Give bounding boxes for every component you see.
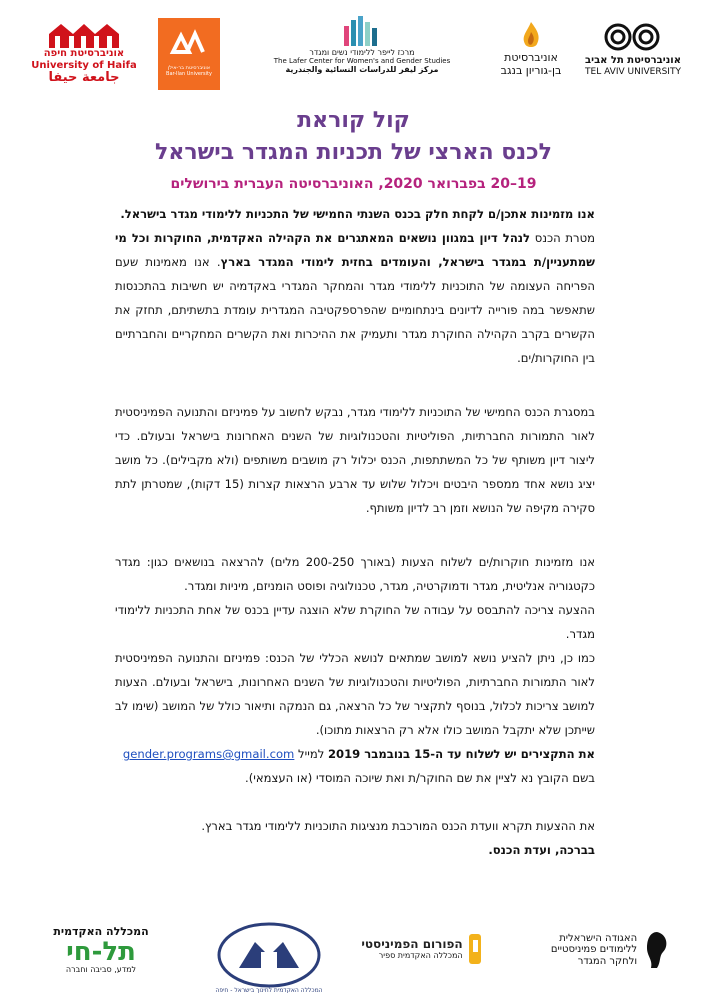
deadline-mid: למייל <box>294 747 328 761</box>
bgu-flame-icon <box>519 22 543 52</box>
assoc-row <box>551 930 669 970</box>
lafer-he: מרכז לייפר ללימודי נשים ומגדר <box>309 48 415 57</box>
paragraph-filename: בשם הקובץ נא לציין את שם החוקר/ת ואת שיוכה המוסדי (או העצמאי). <box>245 771 595 785</box>
bar-ilan-en: Bar-Ilan University <box>166 70 212 77</box>
bgu-he1: אוניברסיטת <box>504 51 558 64</box>
haifa-ar: جامعة حيفا <box>48 70 120 85</box>
feminist-forum-row <box>361 934 482 964</box>
tau-circles-icon <box>603 22 663 52</box>
paragraph-topics: אנו מזמינות חוקרות/ים לשלוח הצעות (באורך 200-250 מלים) להרצאה בנושאים כגון: מגדר כקטגוריה אנליטית, מגדר ודמוקרטיה, מגדר, טכנולוגיה ופוסט הומניזם, מיניות ומגדר. <box>115 555 595 593</box>
college-circle-icon <box>217 922 321 988</box>
assoc-he3: ולחקר המגדר <box>577 955 638 967</box>
logo-feminist-association <box>540 930 680 970</box>
paragraph-session: כמו כן, ניתן להציע נושא למושב שמתאים לנושא הכללי של הכנס: פמיניזם והתנועה הפמיניסטית לאור התמורות החברתיות, הפוליטיות והטכנולוגיות של השנים האחרונות, בישראל ובעולם. הצעות למושב צריכות לכלול, בנוסף לתקציר של כל הרצאה, גם הנמקה ותיאור כולל של המושב (שימו לב שייתכן שלא יתקבל המושב כולו אלא רק הרצאות מתוכו). <box>115 651 595 737</box>
bgu-he2: בן-גוריון בנגב <box>500 63 562 77</box>
telhai-he2: תל-חי <box>66 936 136 967</box>
feminist-forum-he1: הפורום הפמיניסטי <box>361 936 463 951</box>
goal-bold: לנהל דיון במגוון נושאים המאתגרים את הקהילה האקדמית, החוקרות וכל מי שמתעניין/ת במגדר בישראל, והעומדים בחזית לימודי המגדר בארץ <box>115 231 595 269</box>
paragraph-committee: את ההצעות תקרא וועדת הכנס המורכבת מנציגות התוכניות ללימודי מגדר בארץ. <box>201 819 595 833</box>
logo-college-circle <box>214 922 324 995</box>
logo-lafer-center <box>262 16 462 74</box>
email-link[interactable]: gender.programs@gmail.com <box>122 747 295 761</box>
feminist-forum-icon <box>467 934 483 964</box>
haifa-he: אוניברסיטת חיפה <box>43 48 125 59</box>
assoc-face-icon <box>643 930 669 970</box>
conference-title: לכנס הארצי של תכניות המגדר בישראל <box>155 140 552 165</box>
paragraph-deadline <box>115 742 595 766</box>
lafer-bars-icon <box>342 16 382 46</box>
logo-bar-ilan <box>158 18 220 90</box>
invite-text: אנו מזמינות אתכן/ם לקחת חלק בכנס השנתי החמישי של התכניות ללימודי מגדר בישראל. <box>120 207 595 221</box>
paragraph-requirement: ההצעה צריכה להתבסס על עבודה של החוקרת שלא הוצגה עדיין בכנס של אחת התכניות ללימודי מגדר. <box>115 603 595 641</box>
bar-ilan-he: אוניברסיטת בר-אילן <box>167 65 211 71</box>
logo-ben-gurion <box>496 22 566 77</box>
telhai-tag: למדע, סביבה וחברה <box>65 964 137 974</box>
signoff-text: בברכה, ועדת הכנס. <box>488 843 595 857</box>
assoc-he2: ללימודים פמיניסטיים <box>550 944 638 956</box>
telhai-he1: המכללה האקדמית <box>53 925 149 938</box>
paragraph-signoff <box>115 838 595 862</box>
paragraph-invite <box>115 202 595 226</box>
lafer-en: The Lafer Center for Women's and Gender Studies <box>273 57 451 66</box>
haifa-emblem-icon <box>49 22 119 48</box>
goal-rest: . אנו מאמינות שעם הפריחה העצומה של התוכניות ללימודי מגדר והמחקר המגדרי באקדמיה יש חשיבות בהתכנסות שתאפשר במה פורייה לדיונים בינתחומיים שהפרספקטיבה המגדרית עומדת בתשתיתם, תחזק את הקשרים בקרב הקהילה החוקרת מגדר ותעמיק את ההיכרות ואת הקשרים המחקריים והחברתיים בין החוקרות/ים. <box>115 255 595 365</box>
logo-tel-aviv <box>583 22 683 77</box>
feminist-forum-text <box>361 938 462 961</box>
conference-dates: 19–20 בפברואר 2020, האוניברסיטה העברית בירושלים <box>170 176 537 192</box>
call-title: קול קוראת <box>297 108 410 133</box>
logo-university-of-haifa <box>31 22 137 86</box>
college-circle-text: המכללה האקדמית לחינוך בישראל - חיפה <box>215 987 323 994</box>
bar-ilan-emblem-icon <box>169 28 209 60</box>
logo-feminist-forum <box>362 934 482 964</box>
goal-intro: מטרת הכנס <box>530 231 595 245</box>
paragraph-goal <box>115 226 595 370</box>
tau-en: TEL AVIV UNIVERSITY <box>585 66 681 77</box>
paragraph-framework: במסגרת הכנס החמישי של התוכניות ללימודי מגדר, נבקש לחשוב על פמיניזם והתנועה הפמיניסטית לאור התמורות החברתיות, הפוליטיות והטכנולוגיות של השנים האחרונות בישראל ובעולם. כדי ליצור דיון משותף של כל המשתתפות, הכנס יכלול רק מושבים משותפים (ולא מקבילים). כל מושב יציג נושא אחד ממספר היבטים ויכלול שלוש עד ארבע הרצאות קצרות (15 דקות), שמטרתן לתת סקירה מקיפה של הנושא וזמן רב לדיון משותף. <box>115 405 595 515</box>
assoc-text <box>551 933 637 968</box>
assoc-he1: האגודה הישראלית <box>559 932 638 944</box>
lafer-ar: مركز ليفر للدراسات النسائية والجندرية <box>285 65 439 75</box>
logo-tel-hai <box>36 926 166 974</box>
feminist-forum-he2: המכללה האקדמית ספיר <box>378 951 463 961</box>
call-body <box>115 202 595 862</box>
haifa-en: University of Haifa <box>31 59 137 71</box>
deadline-bold: את התקצירים יש לשלוח עד ה-15 בנובמבר 2019 <box>327 747 595 761</box>
tau-he: אוניברסיטת תל אביב <box>585 55 681 66</box>
